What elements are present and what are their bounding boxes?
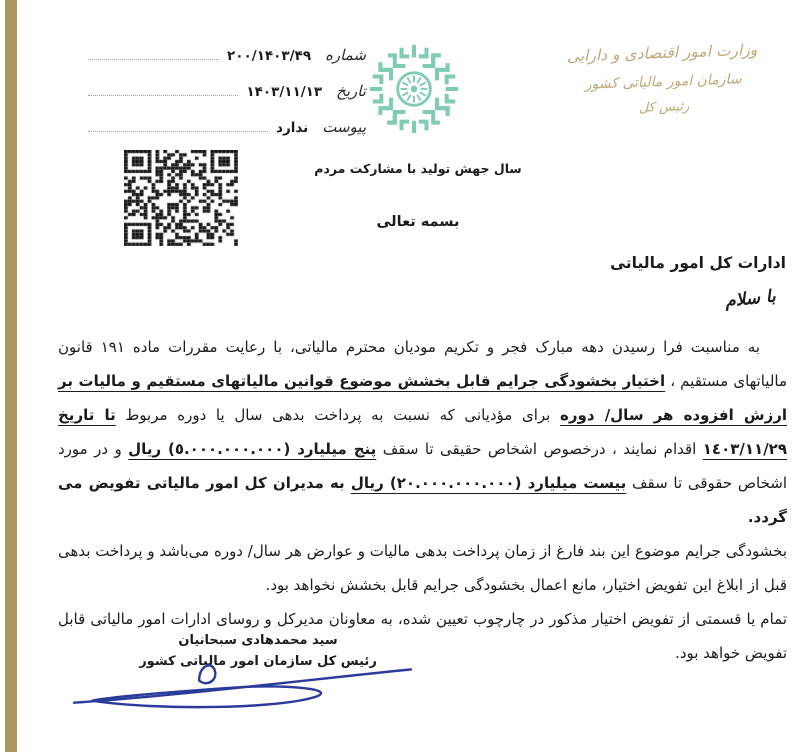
meta-field-value: ۱۴۰۳/۱۱/۱۳ [246,84,323,100]
meta-block [88,40,366,148]
body-paragraph [58,330,787,534]
meta-field-label: پیوست [322,118,366,136]
body-text-segment: تمام یا قسمتی از تفویض اختیار مذکور در چارچوب تعیین شده، به معاونان مدیرکل و روسای ادارات امور مالیاتی قابل تفویض خواهد بود. [58,610,787,662]
body-text-segment: تا تاریخ ١٤٠٣/١١/٢٩ [58,406,787,458]
inta-emblem-icon [366,36,462,142]
meta-field-row [88,40,366,64]
body-text-segment: و در مورد اشخاص حقوقی تا سقف [58,440,787,492]
meta-field-value: ۲۰۰/۱۴۰۳/۴۹ [227,48,312,64]
meta-field-label: تاریخ [336,82,366,100]
body-text-segment: برای مؤدیانی که نسبت به پرداخت بدهی سال یا دوره مربوط [115,406,561,424]
body-text-segment: بخشودگی جرایم موضوع این بند فارغ از زمان پرداخت بدهی مالیات و عوارض هر سال/ دوره می‌باشد و پرداخت بدهی قبل از ابلاغ این تفویض اختیار، مانع اعمال بخشودگی جرایم قابل بخشش نخواهد بود. [58,542,787,594]
ministry-name: وزارت امور اقتصادی و دارایی [566,40,758,66]
salutation: با سلام [724,286,777,312]
body-text-segment: پنج میلیارد (٥.٠٠٠.٠٠٠.٠٠٠) ریال [128,440,377,458]
body-text-segment: به مدیران کل امور مالیاتی تفویض می گردد. [58,474,787,526]
body-text-segment: اقدام نمایند ، درخصوص اشخاص حقیقی تا سقف [376,440,703,458]
signer-title: رئیس کل سازمان امور مالیاتی کشور [139,654,377,669]
body-paragraph [58,534,787,602]
handwritten-signature-icon [68,648,416,714]
basmala: بسمه تعالی [376,214,460,230]
scan-edge-strip [5,0,17,752]
meta-field-value: ندارد [276,120,309,136]
dotted-leader [88,131,268,132]
body-text-segment: بیست میلیارد (٢٠.٠٠٠.٠٠٠.٠٠٠) ریال [350,474,627,492]
signer-role: رئیس کل [638,99,690,116]
meta-field-label: شماره [325,46,366,64]
dotted-leader [88,59,219,60]
letterhead-calligraphy [532,39,794,119]
signer-name: سید محمدهادی سبحانیان [178,633,338,648]
body-text-segment: به مناسبت فرا رسیدن دهه مبارک فجر و تکریم مودیان محترم مالیاتی، با رعایت مقررات ماده ۱۹۱ قانون مالیاتهای مستقیم ، [58,338,787,390]
year-slogan: سال جهش تولید با مشارکت مردم [314,161,522,176]
recipient-title: ادارات کل امور مالیاتی [610,254,786,272]
organization-name: سازمان امور مالیاتی کشور [584,71,742,93]
dotted-leader [88,95,238,96]
meta-field-row [88,76,366,100]
letter-body [58,330,787,670]
body-text-segment: اختیار بخشودگی جرایم قابل بخشش موضوع قوانین مالیاتهای مستقیم و مالیات بر ارزش افزوده هر سال/ دوره [58,372,787,424]
meta-field-row [88,112,366,136]
